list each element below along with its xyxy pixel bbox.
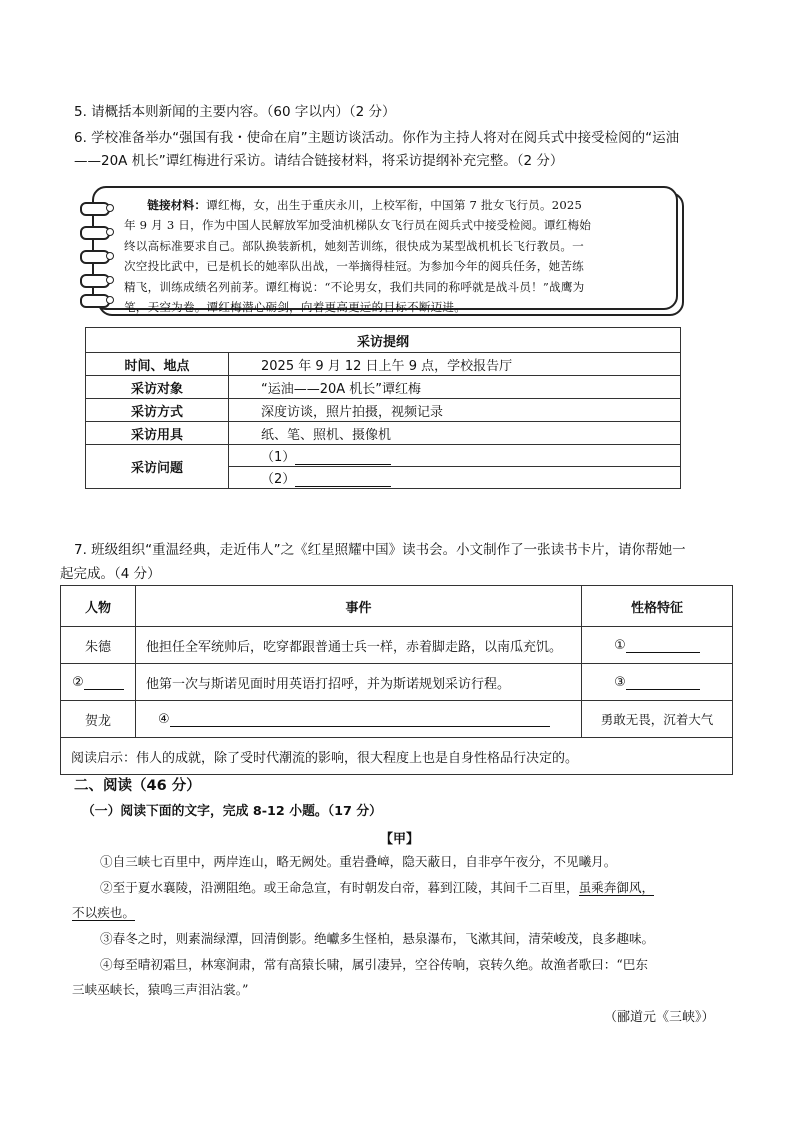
card-front	[92, 186, 678, 315]
answer-line	[295, 472, 391, 487]
answer-blank-person[interactable]	[61, 664, 136, 701]
cell-event: 他第一次与斯诺见面时用英语打招呼，并为斯诺规划采访行程。	[136, 664, 582, 701]
header-event: 事件	[136, 586, 582, 627]
link-material-line: 精飞，训练成绩名列前茅。谭红梅说：“不论男女，我们共同的称呼就是战斗员！”战鹰为	[124, 279, 585, 294]
question-6-line2: ——20A 机长”谭红梅进行采访。请结合链接材料，将采访提纲补充完整。（2 分）	[74, 153, 564, 169]
cell-event: 他担任全军统帅后，吃穿都跟普通士兵一样，赤着脚走路，以南瓜充饥。	[136, 627, 582, 664]
interview-outline-table	[85, 327, 681, 489]
answer-blank-trait-2[interactable]	[582, 664, 733, 701]
answer-line	[84, 675, 124, 690]
header-person: 人物	[61, 586, 136, 627]
cell-person: 贺龙	[61, 701, 136, 738]
passage-paragraph-3: ③春冬之时，则素湍绿潭，回清倒影。绝巘多生怪柏，悬泉瀑布，飞漱其间，清荣峻茂，良多趣味。	[100, 931, 655, 946]
row-value: 纸、笔、照机、摄像机	[229, 422, 681, 445]
section-heading: 二、阅读（46 分）	[74, 778, 201, 794]
blank-number: （2）	[261, 472, 296, 487]
link-material-text	[124, 195, 656, 317]
cell-trait: 勇敢无畏，沉着大气	[582, 701, 733, 738]
table-row	[86, 422, 681, 445]
answer-blank-event[interactable]	[136, 701, 582, 738]
blank-number: （1）	[261, 450, 296, 465]
answer-blank-trait-1[interactable]	[582, 627, 733, 664]
table-header-row	[61, 586, 733, 627]
blank-number: ③	[614, 674, 626, 690]
passage-paragraph-1: ①自三峡七百里中，两岸连山，略无阙处。重岩叠嶂，隐天蔽日，自非亭午夜分，不见曦月。	[100, 854, 617, 869]
part-title: 【甲】	[380, 832, 420, 847]
row-label: 采访问题	[86, 445, 229, 489]
passage-paragraph-4-cont: 三峡巫峡长，猿鸣三声泪沾裳。”	[72, 982, 249, 997]
row-value: 深度访谈，照片拍摄，视频记录	[229, 399, 681, 422]
link-material-line: 次空投比武中，已是机长的她率队出战，一举摘得桂冠。为参加今年的阅兵任务，她苦练	[124, 259, 584, 274]
table-row	[61, 701, 733, 738]
link-material-line: 谭红梅，女，出生于重庆永川，上校军衔，中国第 7 批女飞行员。2025	[206, 198, 583, 212]
question-7-line2: 起完成。（4 分）	[60, 566, 161, 582]
link-material-line: 笔，天空为卷。谭红梅潜心砺剑，向着更高更远的目标不断迈进。	[124, 300, 467, 315]
reading-card-table	[60, 585, 733, 775]
table-row	[86, 376, 681, 399]
table-row	[61, 664, 733, 701]
binder-hole-icon	[106, 252, 114, 260]
row-value: “运油——20A 机长”谭红梅	[229, 376, 681, 399]
link-material-label: 链接材料：	[147, 198, 207, 212]
blank-number: ①	[614, 637, 626, 653]
question-6-line1: 6. 学校准备举办“强国有我・使命在肩”主题访谈活动。你作为主持人将对在阅兵式中接受检阅的“运油	[74, 130, 680, 146]
header-trait: 性格特征	[582, 586, 733, 627]
passage-paragraph-4: ④每至晴初霜旦，林寒涧肃，常有高猿长啸，属引凄异，空谷传响，哀转久绝。故渔者歌曰：“巴东	[100, 957, 648, 972]
row-label: 采访用具	[86, 422, 229, 445]
table-row	[86, 399, 681, 422]
question-7-line1: 7. 班级组织“重温经典，走近伟人”之《红星照耀中国》读书会。小文制作了一张读书卡片，请你帮她一	[74, 542, 686, 558]
binder-hole-icon	[106, 296, 114, 304]
row-value: 2025 年 9 月 12 日上午 9 点，学校报告厅	[229, 353, 681, 376]
reading-inspiration: 阅读启示：伟人的成就，除了受时代潮流的影响，很大程度上也是自身性格品行决定的。	[61, 738, 733, 775]
cell-person: 朱德	[61, 627, 136, 664]
table-row	[86, 445, 681, 467]
interview-title: 采访提纲	[86, 328, 681, 353]
answer-line	[626, 638, 700, 653]
section-subheading: （一）阅读下面的文字，完成 8-12 小题。（17 分）	[82, 804, 382, 819]
passage-paragraph-2	[100, 878, 654, 898]
passage-paragraph-2-cont	[72, 903, 135, 923]
binder-hole-icon	[106, 204, 114, 212]
answer-blank-1[interactable]	[229, 445, 681, 467]
underlined-sentence: 虽乘奔御风，	[578, 880, 655, 895]
answer-blank-2[interactable]	[229, 467, 681, 489]
table-row	[61, 738, 733, 775]
row-label: 时间、地点	[86, 353, 229, 376]
blank-number: ②	[72, 674, 84, 690]
binder-hole-icon	[106, 276, 114, 284]
row-label: 采访对象	[86, 376, 229, 399]
blank-number: ④	[158, 711, 170, 727]
row-label: 采访方式	[86, 399, 229, 422]
link-material-card	[92, 186, 684, 316]
answer-line	[626, 675, 700, 690]
question-5: 5. 请概括本则新闻的主要内容。（60 字以内）（2 分）	[74, 104, 396, 120]
passage-source: （郦道元《三峡》）	[604, 1010, 715, 1025]
passage-text: ②至于夏水襄陵，沿溯阻绝。或王命急宣，有时朝发白帝，暮到江陵，其间千二百里，	[100, 880, 579, 895]
table-row	[61, 627, 733, 664]
underlined-sentence: 不以疾也。	[72, 905, 135, 920]
link-material-line: 年 9 月 3 日，作为中国人民解放军加受油机梯队女飞行员在阅兵式中接受检阅。谭红梅始	[124, 218, 592, 233]
answer-line	[170, 712, 550, 727]
table-row	[86, 353, 681, 376]
binder-hole-icon	[106, 228, 114, 236]
answer-line	[295, 450, 391, 465]
link-material-line: 终以高标准要求自己。部队换装新机，她刻苦训练，很快成为某型战机机长飞行教员。一	[124, 238, 584, 253]
